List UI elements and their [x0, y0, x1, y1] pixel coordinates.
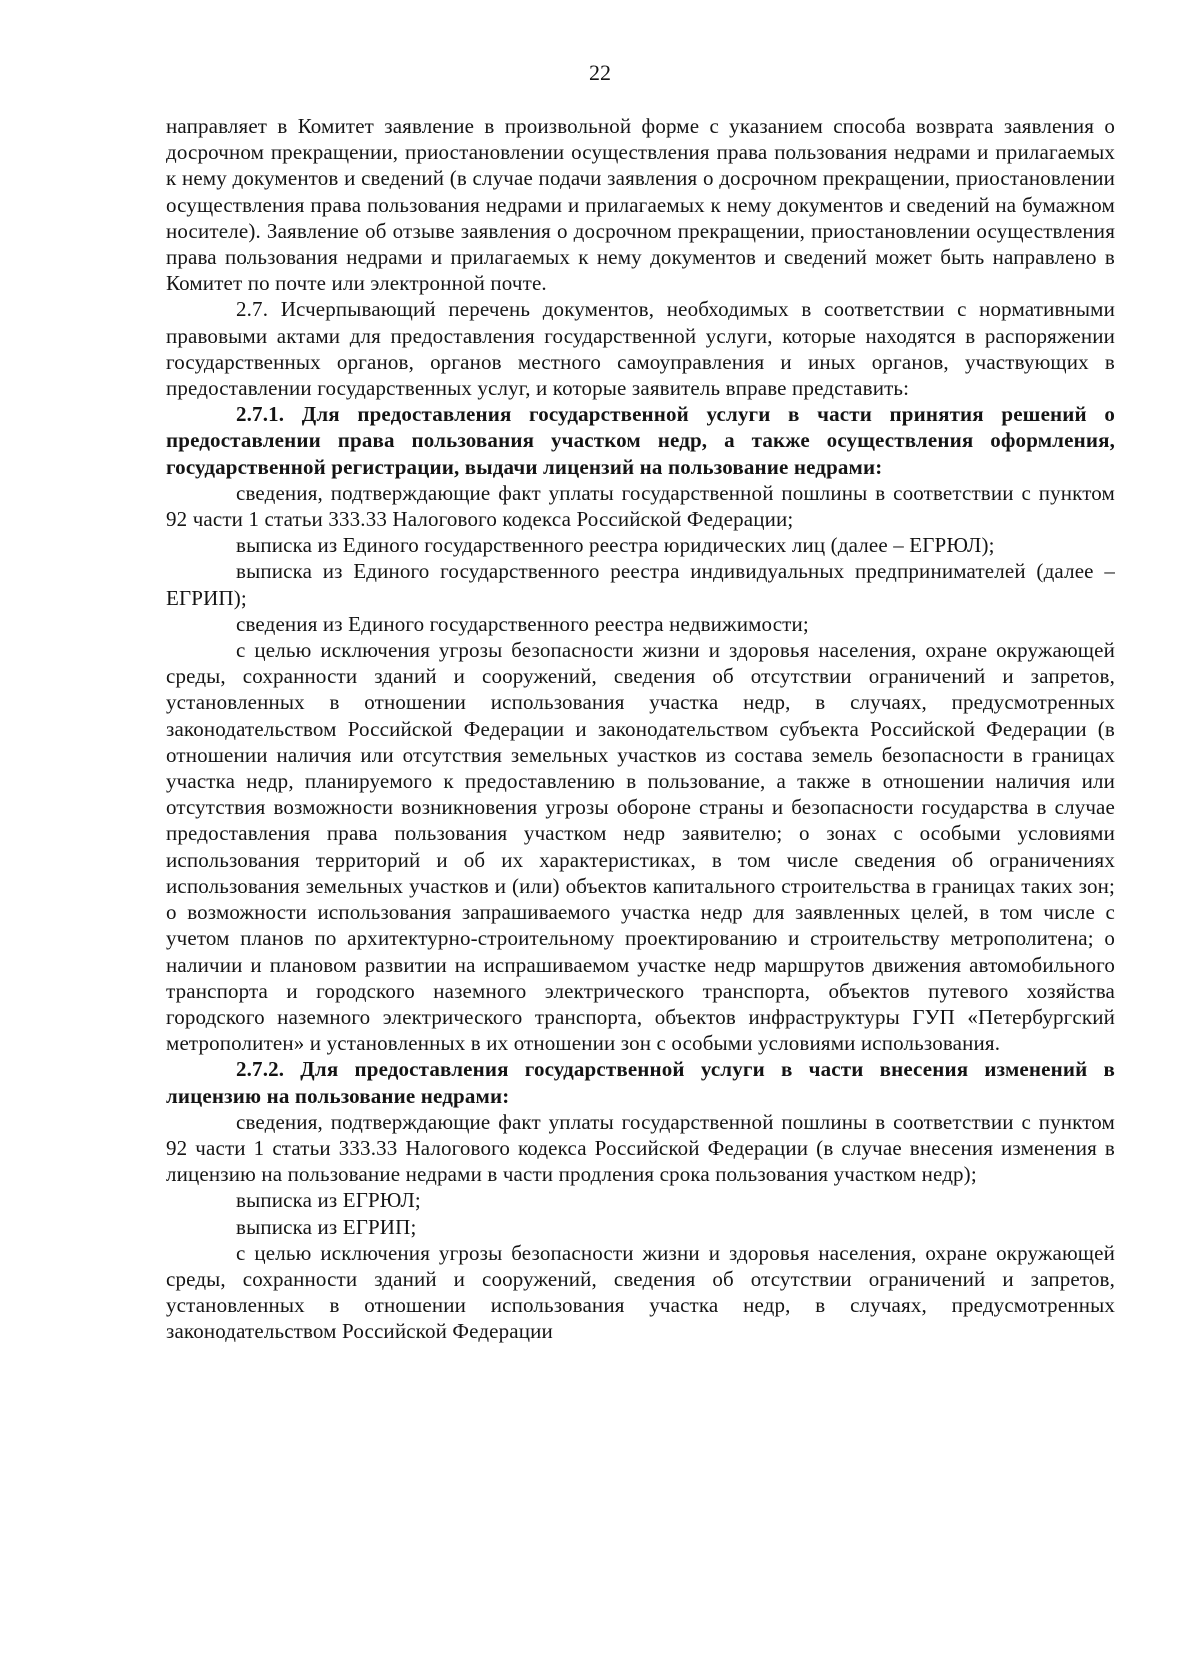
list-item-egrip-short: выписка из ЕГРИП; — [236, 1214, 417, 1239]
list-item-real-estate-register: сведения из Единого государственного реестра недвижимости; — [236, 611, 809, 636]
list-item-egrip-extract: выписка из Единого государственного реестра индивидуальных предпринимателей (далее – ЕГРИП); — [166, 559, 1115, 610]
list-item-safety-restrictions-amendment: с целью исключения угрозы безопасности жизни и здоровья населения, охране окружающей среды, сохранности зданий и сооружений, сведения об отсутствии ограничений и запретов, установленных в отношении использования участка недр, в случаях, предусмотренных законодательством Российской Федерации — [166, 1240, 1115, 1344]
list-item-state-fee-amendment: сведения, подтверждающие факт уплаты государственной пошлины в соответствии с пунктом 92 части 1 статьи 333.33 Налогового кодекса Российской Федерации (в случае внесения изменения в лицензию на пользование недрами в части продления срока пользования участком недр); — [166, 1109, 1115, 1187]
list-item-egrul-short: выписка из ЕГРЮЛ; — [236, 1188, 421, 1213]
list-item-safety-restrictions: с целью исключения угрозы безопасности жизни и здоровья населения, охране окружающей среды, сохранности зданий и сооружений, сведения об отсутствии ограничений и запретов, установленных в отношении использования участка недр, в случаях, предусмотренных законодательством Российской Федерации и законодательством субъекта Российской Федерации (в отношении наличия или отсутствия земельных участков из состава земель безопасности в границах участка недр, планируемого к предоставлению в пользование, а также в отношении наличия или отсутствия возможности возникновения угрозы обороне страны и безопасности государства в случае предоставления права пользования участком недр заявителю; о зонах с особыми условиями использования территорий и об их характеристиках, в том числе сведения об ограничениях использования земельных участков и (или) объектов капитального строительства в границах таких зон; о возможности использования запрашиваемого участка недр для заявленных целей, в том числе с учетом планов по архитектурно-строительному проектированию и строительству метрополитена; о наличии и плановом развитии на испрашиваемом участке недр маршрутов движения автомобильного транспорта и городского наземного электрического транспорта, объектов путевого хозяйства городского наземного электрического транспорта, объектов инфраструктуры ГУП «Петербургский метрополитен» и установленных в их отношении зон с особыми условиями использования. — [166, 638, 1115, 1056]
section-2-7-2-heading: 2.7.2. Для предоставления государственной услуги в части внесения изменений в лицензию на пользование недрами: — [166, 1057, 1115, 1108]
list-item-state-fee: сведения, подтверждающие факт уплаты государственной пошлины в соответствии с пунктом 92 части 1 статьи 333.33 Налогового кодекса Российской Федерации; — [166, 480, 1115, 532]
paragraph-continuation: направляет в Комитет заявление в произвольной форме с указанием способа возврата заявления о досрочном прекращении, приостановлении осуществления права пользования недрами и прилагаемых к нему документов и сведений (в случае подачи заявления о досрочном прекращении, приостановлении осуществления права пользования недрами и прилагаемых к нему документов и сведений на бумажном носителе). Заявление об отзыве заявления о досрочном прекращении, приостановлении осуществления права пользования недрами и прилагаемых к нему документов и сведений может быть направлено в Комитет по почте или электронной почте. — [166, 114, 1115, 296]
section-2-7-1-heading: 2.7.1. Для предоставления государственной услуги в части принятия решений о предоставлении права пользования участком недр, а также осуществления оформления, государственной регистрации, выдачи лицензий на пользование недрами: — [166, 402, 1115, 479]
document-body — [166, 113, 1115, 1345]
page-number: 22 — [589, 60, 611, 85]
section-2-7-paragraph: 2.7. Исчерпывающий перечень документов, необходимых в соответствии с нормативными правовыми актами для предоставления государственной услуги, которые находятся в распоряжении государственных органов, органов местного самоуправления и иных органов, участвующих в предоставлении государственных услуг, и которые заявитель вправе представить: — [166, 297, 1115, 401]
list-item-egrul-extract: выписка из Единого государственного реестра юридических лиц (далее – ЕГРЮЛ); — [236, 533, 995, 558]
